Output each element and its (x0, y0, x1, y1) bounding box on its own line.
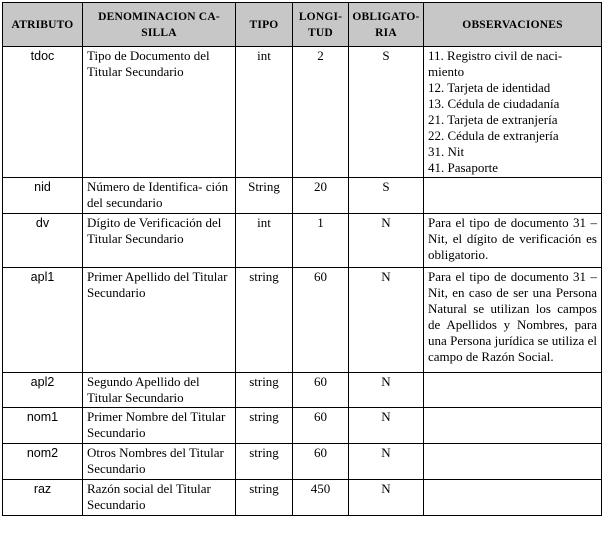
cell-atributo: tdoc (3, 47, 83, 178)
cell-longitud: 1 (293, 214, 349, 268)
cell-atributo: nom2 (3, 444, 83, 480)
cell-obligatoria: N (349, 214, 424, 268)
cell-observaciones (424, 178, 602, 214)
cell-observaciones (424, 444, 602, 480)
observation-line: miento (428, 64, 465, 79)
cell-observaciones (424, 480, 602, 516)
cell-obligatoria: N (349, 480, 424, 516)
cell-tipo: int (236, 214, 293, 268)
cell-obligatoria: N (349, 408, 424, 444)
attribute-spec-table (2, 2, 602, 516)
header-obligatoria: OBLIGATO- RIA (349, 3, 424, 47)
cell-obligatoria: N (349, 373, 424, 408)
cell-observaciones (424, 373, 602, 408)
table-row (3, 408, 602, 444)
cell-atributo: apl1 (3, 268, 83, 373)
header-atributo: ATRIBUTO (3, 3, 83, 47)
cell-denominacion: Primer Apellido del Titular Secundario (83, 268, 236, 373)
observation-line: 12. Tarjeta de identidad (428, 80, 551, 95)
observation-line: 22. Cédula de extranjería (428, 128, 559, 143)
cell-observaciones (424, 408, 602, 444)
header-longitud: LONGI- TUD (293, 3, 349, 47)
table-row (3, 373, 602, 408)
cell-observaciones: Para el tipo de documento 31 – Nit, el dígito de verificación es obligatorio. (424, 214, 602, 268)
table-row (3, 480, 602, 516)
header-denominacion: DENOMINACION CA- SILLA (83, 3, 236, 47)
header-observaciones: OBSERVACIONES (424, 3, 602, 47)
cell-atributo: apl2 (3, 373, 83, 408)
cell-tipo: string (236, 268, 293, 373)
cell-longitud: 450 (293, 480, 349, 516)
table-header (3, 3, 602, 47)
observation-line: 41. Pasaporte (428, 160, 499, 175)
cell-tipo: string (236, 444, 293, 480)
cell-tipo: string (236, 408, 293, 444)
cell-denominacion: Razón social del Titular Secundario (83, 480, 236, 516)
cell-longitud: 60 (293, 268, 349, 373)
table-row (3, 444, 602, 480)
observation-line: 11. Registro civil de naci- (428, 48, 563, 63)
cell-longitud: 60 (293, 408, 349, 444)
header-row (3, 3, 602, 47)
observation-line: 21. Tarjeta de extranjería (428, 112, 558, 127)
header-tipo: TIPO (236, 3, 293, 47)
cell-denominacion: Tipo de Documento del Titular Secundario (83, 47, 236, 178)
cell-longitud: 20 (293, 178, 349, 214)
table-row (3, 178, 602, 214)
cell-atributo: nom1 (3, 408, 83, 444)
cell-atributo: raz (3, 480, 83, 516)
cell-denominacion: Otros Nombres del Titular Secundario (83, 444, 236, 480)
table-row (3, 268, 602, 373)
cell-atributo: dv (3, 214, 83, 268)
cell-tipo: string (236, 480, 293, 516)
cell-denominacion: Segundo Apellido del Titular Secundario (83, 373, 236, 408)
cell-tipo: string (236, 373, 293, 408)
cell-longitud: 60 (293, 444, 349, 480)
cell-denominacion: Número de Identifica- ción del secundario (83, 178, 236, 214)
observation-line: 13. Cédula de ciudadanía (428, 96, 560, 111)
cell-longitud: 2 (293, 47, 349, 178)
cell-atributo: nid (3, 178, 83, 214)
cell-obligatoria: S (349, 47, 424, 178)
table-body (3, 47, 602, 516)
cell-denominacion: Primer Nombre del Titular Secundario (83, 408, 236, 444)
cell-tipo: int (236, 47, 293, 178)
observation-line: 31. Nit (428, 144, 465, 159)
table-row (3, 214, 602, 268)
cell-obligatoria: S (349, 178, 424, 214)
cell-tipo: String (236, 178, 293, 214)
cell-denominacion: Dígito de Verificación del Titular Secundario (83, 214, 236, 268)
cell-longitud: 60 (293, 373, 349, 408)
cell-obligatoria: N (349, 444, 424, 480)
table-row (3, 47, 602, 178)
cell-observaciones (424, 47, 602, 178)
cell-observaciones: Para el tipo de documento 31 – Nit, en caso de ser una Persona Natural se utilizan los campos de Apellidos y Nombres, para una Persona jurídica se utiliza el campo de Razón Social. (424, 268, 602, 373)
cell-obligatoria: N (349, 268, 424, 373)
